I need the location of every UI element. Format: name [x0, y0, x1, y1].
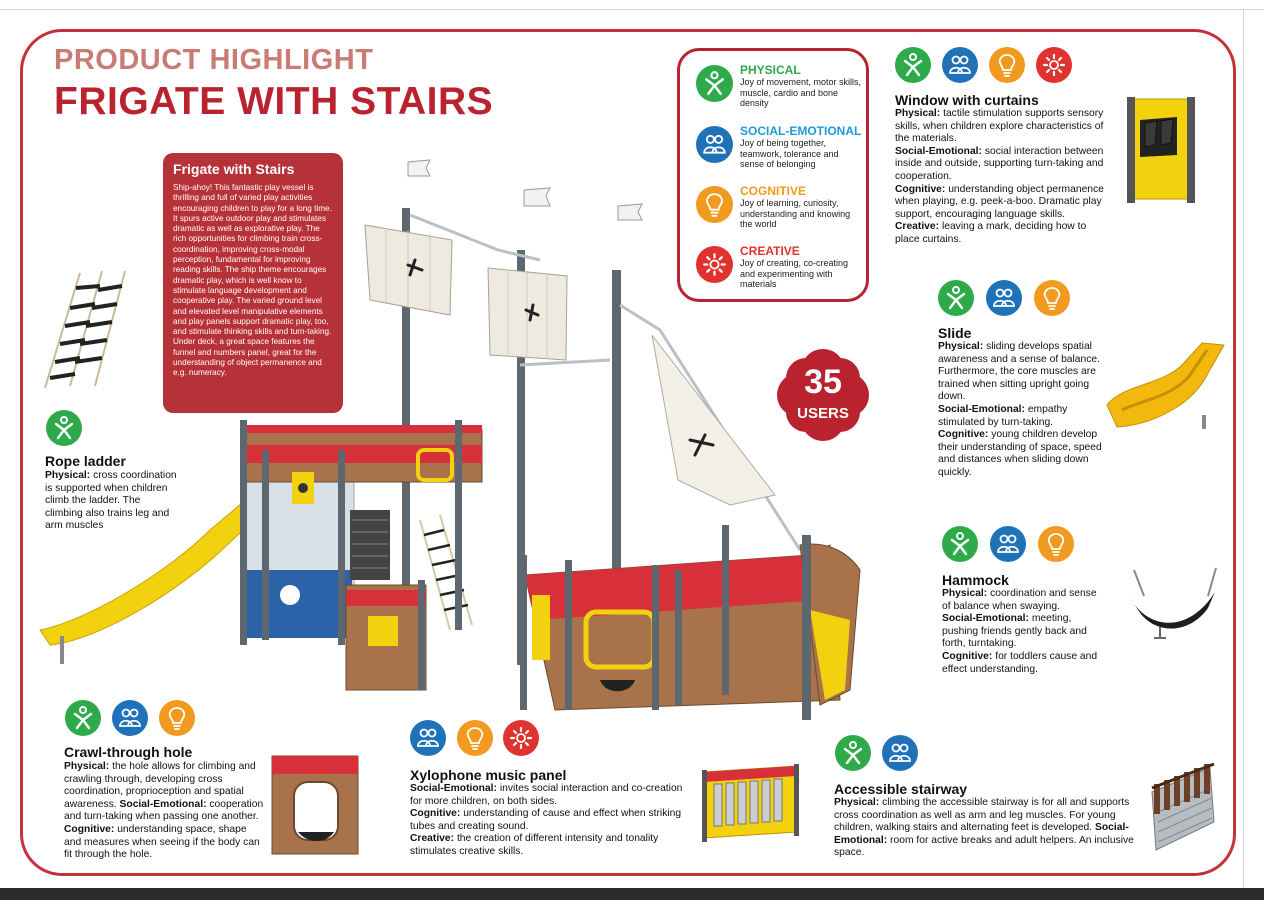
label-social-emotional: Social-Emotional:	[942, 613, 1029, 625]
label-cognitive: Cognitive:	[895, 183, 946, 195]
physical-icon	[938, 280, 974, 316]
text-social-emotional: invites social interaction and co-creation for more children, on both sides.	[410, 783, 683, 807]
text-cognitive: understanding space, shape and measures when seeing if the body can fit through the hole.	[64, 823, 260, 861]
hammock-title: Hammock	[942, 572, 1009, 588]
text-cognitive: understanding of cause and effect when striking tubes and creating sound.	[410, 808, 682, 832]
cognitive-icon	[1034, 280, 1070, 316]
page-title: FRIGATE WITH STAIRS	[54, 80, 494, 123]
text-social-emotional: room for active breaks and adult helpers. An inclusive space.	[834, 834, 1134, 859]
label-cognitive: Cognitive:	[64, 823, 115, 835]
xylophone-title: Xylophone music panel	[410, 767, 567, 783]
window-title: Window with curtains	[895, 92, 1039, 108]
cognitive-icon	[989, 47, 1025, 83]
hammock-image	[1120, 562, 1225, 642]
physical-icon	[65, 700, 101, 736]
social-emotional-icon	[990, 526, 1026, 562]
text-cognitive: for toddlers cause and effect understanding.	[942, 650, 1098, 675]
label-creative: Creative:	[895, 221, 940, 233]
slide-title: Slide	[938, 325, 972, 341]
physical-icon	[942, 526, 978, 562]
text-creative: the creation of different intensity and tonality stimulates creative skills.	[410, 833, 659, 857]
label-cognitive: Cognitive:	[410, 808, 461, 820]
label-social-emotional: Social-Emotional:	[834, 822, 1129, 846]
xylophone-panel-image	[700, 762, 800, 842]
crawl-text	[64, 761, 266, 862]
legend-desc: Joy of learning, curiosity, understanding and knowing the world	[740, 198, 851, 229]
social-emotional-icon	[112, 700, 148, 736]
social-emotional-icon	[986, 280, 1022, 316]
label-social-emotional: Social-Emotional:	[119, 798, 207, 810]
text-social-emotional: social interaction between inside and outside, supporting turn-taking and cooperation.	[895, 145, 1104, 182]
text-physical: the hole allows for climbing and crawling through, developing cross coordination, proprioception and spatial awareness.	[64, 761, 256, 810]
page-kicker: PRODUCT HIGHLIGHT	[54, 44, 374, 76]
label-physical: Physical:	[895, 108, 941, 119]
creative-icon	[1036, 47, 1072, 83]
cognitive-icon	[457, 720, 493, 756]
physical-icon	[696, 65, 733, 102]
label-cognitive: Cognitive:	[942, 650, 993, 662]
cognitive-icon	[159, 700, 195, 736]
slide-image	[1102, 335, 1227, 435]
slide-text	[938, 341, 1108, 480]
label-physical: Physical:	[834, 797, 880, 808]
users-count: 35	[804, 363, 842, 401]
cognitive-icon	[1038, 526, 1074, 562]
frigate-illustration	[30, 150, 870, 720]
physical-icon	[895, 47, 931, 83]
xylophone-text	[410, 783, 695, 859]
legend-desc: Joy of being together, teamwork, tolerance and sense of belonging	[740, 138, 839, 169]
description-text: Ship-ahoy! This fantastic play vessel is thrilling and full of varied play activities encouraging children to play for a long time. It spurs active outdoor play and stimulates dramatic as well as explorative play. The rich opportunities for climbing train cross-coordination, improving cross-modal perception, fundamental for improving reading skills. The ship theme encourages dramatic play, which is well know to stimulate language development and cooperative play. The varied ground level and elevated level manipulative elements and play panels support dramatic play, too, and stimulate thinking skills and turn-taking. Under deck, a great space features the funnel and numbers panel, great for the understanding of object permanence and e.g. numeracy.	[173, 183, 332, 378]
right-divider	[1243, 10, 1244, 890]
label-physical: Physical:	[64, 761, 110, 772]
legend-desc: Joy of creating, co-creating and experimenting with materials	[740, 258, 849, 289]
bottom-bar	[0, 888, 1264, 900]
physical-icon	[835, 735, 871, 771]
social-emotional-icon	[410, 720, 446, 756]
text-creative: leaving a mark, deciding how to place curtains.	[895, 221, 1087, 245]
users-label: USERS	[797, 405, 849, 422]
rope-ladder-title: Rope ladder	[45, 453, 126, 469]
text-cognitive: understanding object permanence when playing, e.g. peek-a-boo. Dramatic play support, encouraging language skills.	[895, 183, 1104, 220]
label-creative: Creative:	[410, 833, 455, 845]
legend-label: PHYSICAL	[740, 63, 801, 77]
window-panel-image	[1125, 95, 1205, 205]
label-physical: Physical:	[938, 341, 984, 352]
text-social-emotional: meeting, pushing friends gently back and forth, turntaking.	[942, 613, 1087, 650]
text-physical: tactile stimulation supports sensory skills, when children explore characteristics of the materials.	[895, 108, 1104, 145]
legend-desc: Joy of movement, motor skills, muscle, cardio and bone density	[740, 77, 862, 108]
text-social-emotional: cooperation and turn-taking when passing one another.	[64, 798, 264, 823]
social-emotional-icon	[882, 735, 918, 771]
text-social-emotional: empathy stimulated by turn-taking.	[938, 403, 1068, 428]
label-social-emotional: Social-Emotional:	[895, 145, 982, 157]
label-physical: Physical:	[45, 470, 91, 481]
stairway-image	[1148, 762, 1223, 857]
text-physical: sliding develops spatial awareness and a sense of balance. Furthermore, the core muscles are trained when sitting upright going down.	[938, 341, 1101, 403]
social-emotional-icon	[942, 47, 978, 83]
hammock-text	[942, 588, 1107, 676]
stairway-text	[834, 797, 1139, 860]
crawl-title: Crawl-through hole	[64, 744, 193, 760]
stairway-title: Accessible stairway	[834, 781, 968, 797]
description-title: Frigate with Stairs	[173, 161, 295, 177]
top-divider	[0, 9, 1264, 10]
label-social-emotional: Social-Emotional:	[938, 403, 1025, 415]
rope-ladder-image	[40, 268, 135, 393]
crawl-hole-image	[268, 752, 363, 857]
text-cognitive: young children develop their understanding of space, speed and distances when sliding down quickly.	[938, 429, 1102, 478]
label-physical: Physical:	[942, 588, 988, 599]
rope-ladder-text	[45, 470, 177, 533]
label-social-emotional: Social-Emotional:	[410, 783, 497, 794]
legend-label: COGNITIVE	[740, 184, 807, 198]
window-text	[895, 108, 1113, 247]
legend-label: CREATIVE	[740, 244, 800, 258]
text-physical: coordination and sense of balance when swaying.	[942, 588, 1097, 612]
label-cognitive: Cognitive:	[938, 429, 989, 441]
text-physical: cross coordination is supported when children climb the ladder. The climbing also trains leg and arm muscles	[45, 470, 177, 532]
text-physical: climbing the accessible stairway is for all and supports cross coordination as well as arm and leg muscles. For young children, walking stairs and alternating feet is developed.	[834, 797, 1130, 834]
creative-icon	[503, 720, 539, 756]
legend-label: SOCIAL-EMOTIONAL	[740, 124, 862, 138]
physical-icon	[46, 410, 82, 446]
